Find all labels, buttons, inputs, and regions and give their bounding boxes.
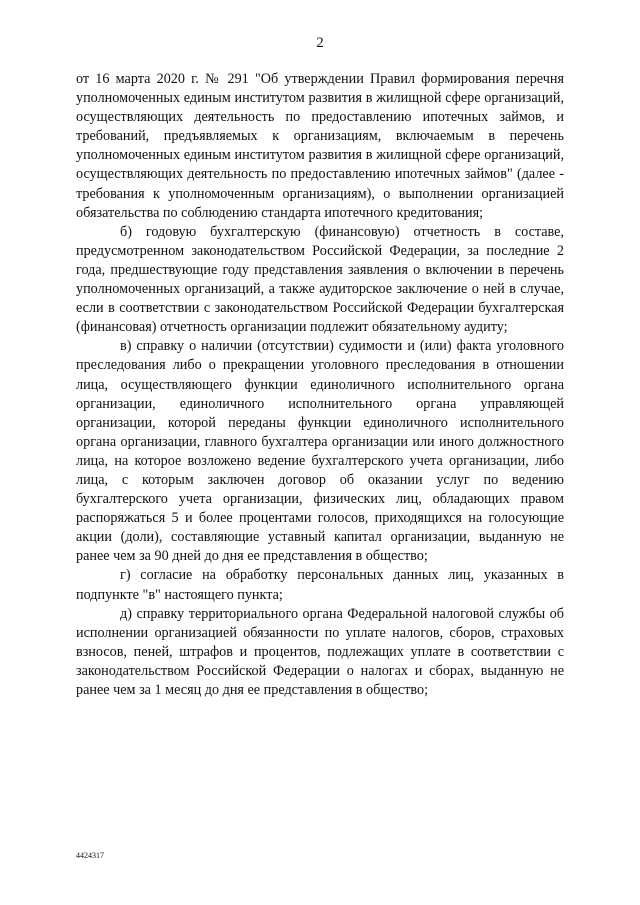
page-number: 2	[316, 35, 324, 51]
paragraph-v: в) справку о наличии (отсутствии) судимости и (или) факта уголовного преследования либо о прекращении уголовного преследования в отношении лица, осуществляющего функции единоличного исполнительного органа организации, единоличного исполнительного органа управляющей организации, которой переданы функции единоличного исполнительного органа организации, главного бухгалтера организации или иного должностного лица, на которое возложено ведение бухгалтерского учета организации, либо лица, с которым заключен договор об оказании услуг по ведению бухгалтерского учета организации, физических лиц, обладающих правом распоряжаться 5 и более процентами голосов, приходящихся на голосующие акции (доли), составляющие уставный капитал организации, выданную не ранее чем за 90 дней до дня ее представления в общество;	[76, 338, 564, 565]
paragraph-continuation: от 16 марта 2020 г. № 291 "Об утверждении Правил формирования перечня уполномоченных единым институтом развития в жилищной сфере организаций, осуществляющих деятельность по предоставлению ипотечных займов, и требований, предъявляемых к организациям, включаемым в перечень уполномоченных единым институтом развития в жилищной сфере организаций, осуществляющих деятельность по предоставлению ипотечных займов" (далее - требования к уполномоченным организациям), о выполнении организацией обязательства по соблюдению стандарта ипотечного кредитования;	[76, 71, 564, 221]
paragraph-d: д) справку территориального органа Федеральной налоговой службы об исполнении организацией обязанности по уплате налогов, сборов, страховых взносов, пеней, штрафов и процентов, подлежащих уплате в соответствии с законодательством Российской Федерации о налогах и сборах, выданную не ранее чем за 1 месяц до дня ее представления в общество;	[76, 605, 564, 698]
document-code: 4424317	[76, 851, 104, 860]
document-body	[76, 70, 564, 700]
paragraph-b: б) годовую бухгалтерскую (финансовую) отчетность в составе, предусмотренном законодательством Российской Федерации, за последние 2 года, предшествующие году представления заявления о включении в перечень уполномоченных организаций, а также аудиторское заключение о ней в случае, если в соответствии с законодательством Российской Федерации бухгалтерская (финансовая) отчетность организации подлежит обязательному аудиту;	[76, 223, 564, 336]
paragraph-g: г) согласие на обработку персональных данных лиц, указанных в подпункте "в" настоящего пункта;	[76, 567, 564, 603]
